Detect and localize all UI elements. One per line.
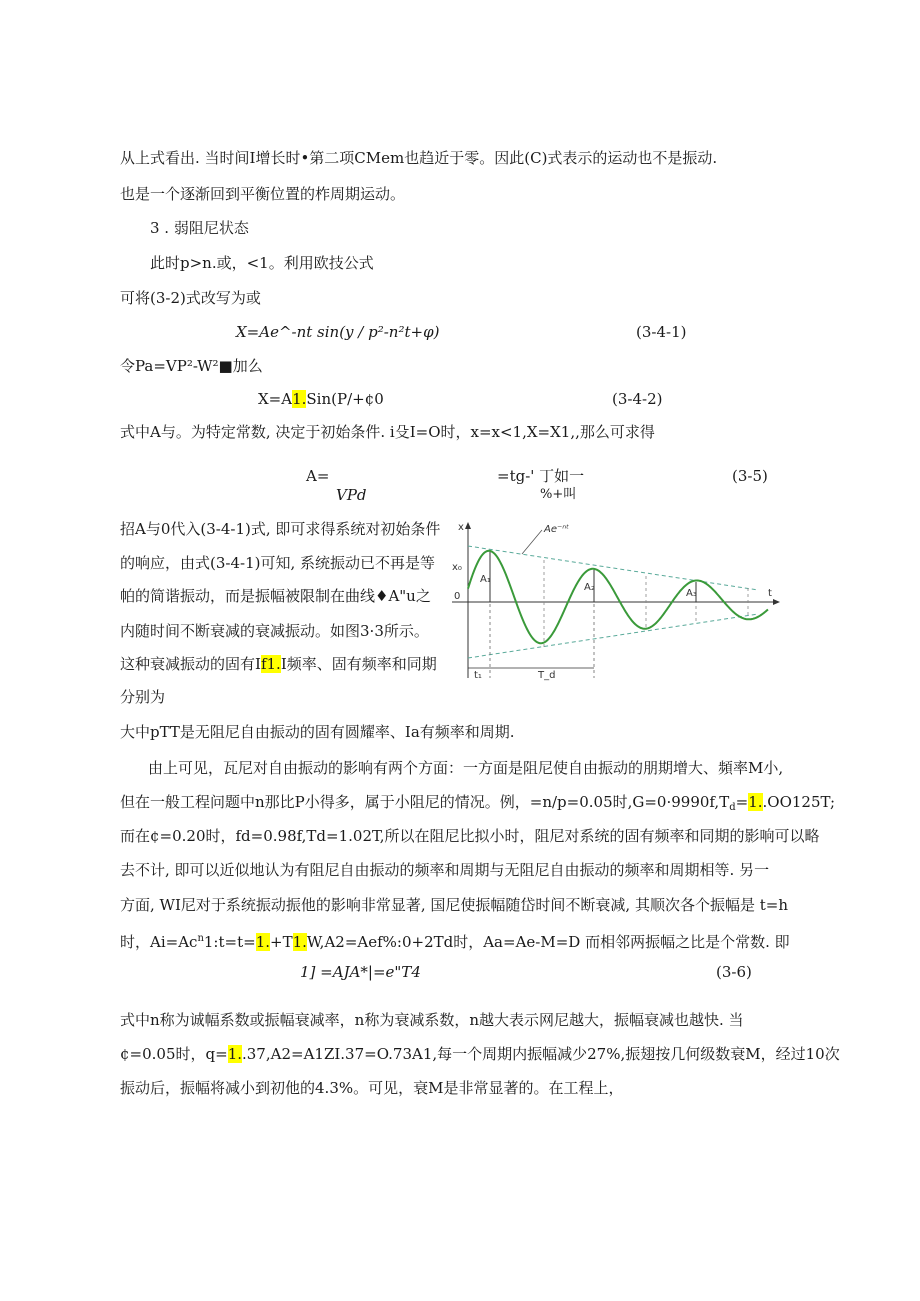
text-superscript: n (197, 933, 204, 944)
text-part: .37,A2=A1ZI.37=O.73A1,每一个周期内振幅减少27%,振翅按几何级数衰M，经过10次 (242, 1045, 840, 1063)
text-subscript: d (729, 802, 736, 813)
section-heading: 3 . 弱阻尼状态 (150, 219, 249, 237)
envelope-upper (468, 546, 758, 590)
text-part: 但在一般工程问题中n那比P小得多，属于小阻尼的情况。例，=n/p=0.05时,G=0·9990f,T (120, 793, 730, 811)
label-x0: x₀ (452, 562, 462, 573)
text-line-4: 可将(3-2)式改写为或 (120, 289, 261, 307)
label-origin: 0 (454, 591, 461, 602)
label-envelope: Ae⁻ⁿᵗ (544, 524, 570, 535)
text-part: ¢=0.05时，q= (120, 1045, 228, 1063)
text-line-14: 式中n称为诚幅系数或振幅衰减率，n称为衰减系数，n越大表示网尼越大，振幅衰减也越快. 当 (120, 1011, 744, 1029)
equation-3-4-2 (258, 389, 384, 409)
equation-number-3-6: (3-6) (716, 963, 752, 981)
text-part: .OO125T; (762, 793, 836, 811)
t-axis-arrow (773, 599, 780, 605)
label-td: T_d (538, 670, 556, 681)
side-line-2: 的响应，由式(3-4-1)可知, 系统振动已不再是等 (120, 554, 436, 572)
envelope-lower (468, 614, 758, 658)
label-a1: A₁ (480, 574, 491, 585)
text-part: I频率、固有频率和同期 (280, 655, 437, 673)
equation-part: Sin(P/+¢0 (306, 390, 384, 408)
text-line-6: 式中A与。为特定常数, 决定于初始条件. i殳I=O时，x=x<1,X=X1,,那么可求得 (120, 423, 655, 441)
equation-number-3-4-1: (3-4-1) (636, 323, 687, 341)
envelope-pointer (522, 530, 542, 554)
text-line-13 (120, 929, 790, 952)
axis-label-x: x (458, 522, 464, 533)
text-line-7: 大中pTT是无阻尼自由振动的固有圆耀率、Ia有频率和周期. (120, 723, 515, 741)
axis-label-t: t (768, 588, 772, 599)
highlight-mark: 1. (748, 793, 763, 811)
text-line-2: 也是一个逐渐回到平衡位置的柞周期运动。 (120, 185, 406, 203)
highlight-mark: 1. (255, 933, 270, 951)
highlight-mark: 1. (292, 933, 307, 951)
equation-3-5-left-den: VPd (336, 486, 367, 504)
equation-number-3-4-2: (3-4-2) (612, 390, 663, 408)
text-line-3: 此时p>n.或，<1。利用欧技公式 (150, 254, 374, 272)
highlight-mark: 1. (292, 390, 307, 408)
equation-part: X=A (258, 390, 293, 408)
text-part: = (735, 793, 749, 811)
side-line-6: 分别为 (120, 688, 166, 706)
equation-number-3-5: (3-5) (732, 467, 768, 485)
text-line-16: 振动后，振幅将减小到初他的4.3%。可见，衰M是非常显著的。在工程上， (120, 1079, 624, 1097)
text-line-5: 令Pa=VP²-W²■加么 (120, 357, 263, 375)
side-line-5 (120, 654, 437, 674)
text-line-8: 由上可见，瓦尼对自由振动的影响有两个方面：一方面是阻尼使自由振动的朋期增大、頻率M小, (148, 759, 784, 777)
text-line-10: 而在¢=0.20时，fd=0.98f,Td=1.02T,所以在阻尼比拟小时，阻尼对系统的固有频率和同期的影响可以略 (120, 827, 820, 845)
equation-3-5-right-den: %+叫 (540, 487, 577, 502)
damped-vibration-figure (446, 520, 786, 682)
x-axis-arrow (465, 522, 471, 529)
label-t1: t₁ (474, 670, 482, 681)
label-a3: A₃ (686, 588, 697, 599)
text-line-12: 方面, WI尼对于系统振动振他的影响非常显著, 国尼使振幅随岱时间不断衰减, 其顺次各个振幅是 t=h (120, 896, 788, 914)
text-line-15 (120, 1044, 840, 1064)
text-line-9 (120, 792, 835, 818)
text-part: 1:t=t= (203, 933, 256, 951)
text-part: +T (270, 933, 293, 951)
equation-3-5-left: A= (306, 467, 330, 485)
side-line-4: 内随时间不断衰减的衰减振动。如图3·3所示。 (120, 622, 429, 640)
highlight-mark: f1. (260, 655, 281, 673)
text-part: 时，Ai=Ac (120, 933, 198, 951)
text-part: W,A2=Aef%:0+2Td时，Aa=Ae-M=D 而相邻两振幅之比是个常数. 即 (306, 933, 790, 951)
side-line-1: 招A与0代入(3-4-1)式, 即可求得系统对初始条件 (120, 520, 441, 538)
text-line-11: 去不计, 即可以近似地认为有阻尼自由振动的频率和周期与无阻尼自由振动的频率和周期相等. 另一 (120, 861, 770, 879)
equation-3-6: 1] =AJA*|=e"T4 (300, 963, 421, 981)
side-line-3: 帕的简谐振动，而是振幅被限制在曲线♦A"u之 (120, 587, 431, 605)
oscillation-curve (468, 551, 768, 643)
label-a2: A₂ (584, 582, 595, 593)
text-part: 这种衰减振动的固有I (120, 655, 261, 673)
equation-3-5-right: =tg-' 丁如一 (497, 467, 585, 485)
equation-3-4-1: X=Ae^-nt sin(y / p²-n²t+φ) (236, 323, 440, 341)
text-line-1: 从上式看出. 当时间I增长时•第二项CMem也趋近于零。因此(C)式表示的运动也不是振动. (120, 149, 718, 167)
highlight-mark: 1. (227, 1045, 242, 1063)
